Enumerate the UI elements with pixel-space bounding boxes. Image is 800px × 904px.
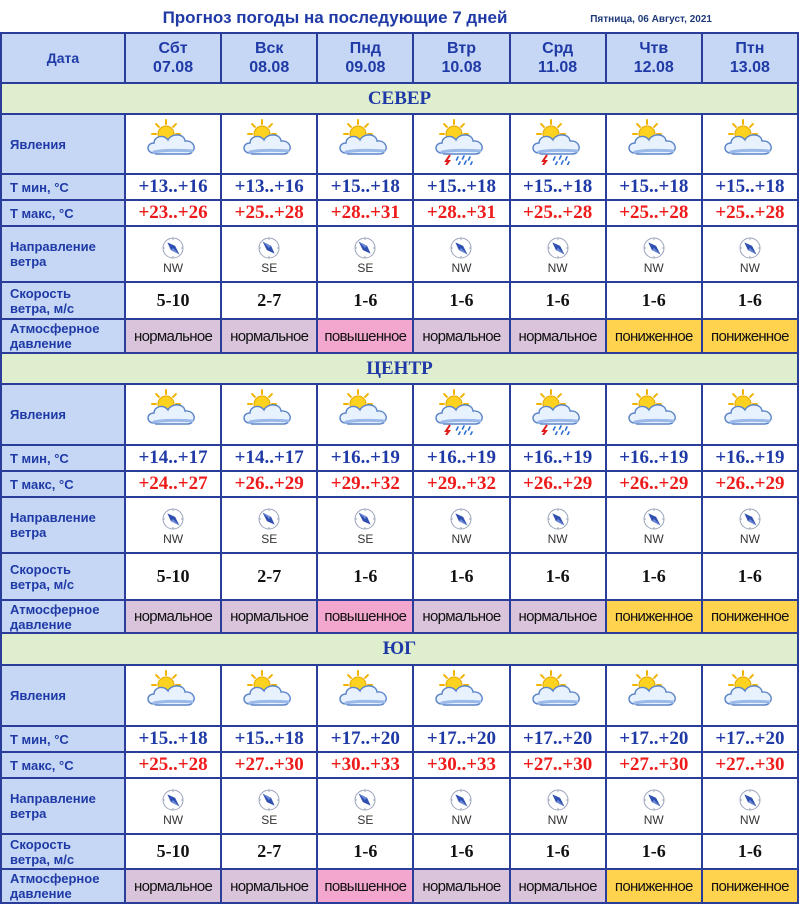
wind-speed-value: 1-6 — [317, 282, 413, 319]
tmin-row — [1, 174, 798, 200]
wind-speed-row — [1, 282, 798, 319]
weather-cell — [317, 665, 413, 726]
wind-direction-cell — [413, 226, 509, 282]
wind-speed-label-line-1: ветра, м/с — [10, 576, 75, 592]
weather-cell — [510, 665, 606, 726]
phenomena-label: Явления — [1, 665, 125, 726]
day-header — [317, 33, 413, 83]
wind-direction-value: NW — [451, 260, 472, 275]
wind-direction-label-line-0: Направление — [10, 791, 96, 806]
compass-arrow-icon — [703, 236, 797, 260]
pressure-value: нормальное — [125, 869, 221, 903]
pressure-value: пониженное — [606, 319, 702, 353]
day-header — [125, 33, 221, 83]
wind-speed-value: 1-6 — [606, 834, 702, 869]
compass-arrow-icon — [607, 788, 701, 812]
compass-arrow-icon — [414, 507, 508, 531]
partly-cloudy-icon — [238, 119, 300, 165]
tmin-value: +15..+18 — [221, 726, 317, 752]
wind-speed-value: 1-6 — [702, 553, 798, 600]
wind-direction-value: NW — [643, 531, 664, 546]
wind-direction-value: NW — [643, 260, 664, 275]
pressure-label-line-0: Атмосферное — [10, 871, 100, 886]
weather-cell — [510, 114, 606, 174]
weather-cell — [510, 384, 606, 445]
wind-speed-value: 2-7 — [221, 553, 317, 600]
partly-cloudy-icon — [238, 670, 300, 716]
phenomena-label: Явления — [1, 384, 125, 445]
wind-direction-cell — [510, 778, 606, 834]
tmin-label: Т мин, °С — [1, 445, 125, 471]
partly-cloudy-icon — [623, 389, 685, 435]
wind-speed-value: 1-6 — [606, 282, 702, 319]
wind-direction-cell — [317, 226, 413, 282]
phenomena-label: Явления — [1, 114, 125, 174]
partly-cloudy-icon — [719, 119, 781, 165]
partly-cloudy-icon — [142, 670, 204, 716]
thunderstorm-rain-icon — [430, 119, 492, 165]
pressure-row — [1, 869, 798, 903]
partly-cloudy-icon — [238, 389, 300, 435]
thunderstorm-rain-icon — [527, 119, 589, 165]
day-header — [510, 33, 606, 83]
wind-speed-value: 5-10 — [125, 282, 221, 319]
compass-arrow-icon — [703, 788, 797, 812]
compass-arrow-icon — [222, 236, 316, 260]
partly-cloudy-icon — [719, 389, 781, 435]
pressure-value: пониженное — [606, 600, 702, 633]
tmin-label: Т мин, °С — [1, 726, 125, 752]
wind-direction-label-line-1: ветра — [10, 525, 47, 540]
tmax-value: +26..+29 — [510, 471, 606, 497]
tmax-value: +27..+30 — [702, 752, 798, 778]
day-of-week: Вск — [254, 40, 284, 57]
day-of-week: Птн — [735, 40, 765, 57]
wind-speed-label — [1, 834, 125, 869]
tmax-value: +25..+28 — [125, 752, 221, 778]
pressure-label — [1, 319, 125, 353]
weather-cell — [413, 114, 509, 174]
wind-direction-value: SE — [261, 260, 278, 275]
day-of-week: Втр — [447, 40, 476, 57]
partly-cloudy-icon — [719, 670, 781, 716]
pressure-value: пониженное — [702, 600, 798, 633]
wind-speed-label-line-1: ветра, м/с — [10, 851, 75, 867]
compass-arrow-icon — [511, 788, 605, 812]
pressure-value: нормальное — [125, 600, 221, 633]
weather-cell — [221, 665, 317, 726]
tmin-value: +15..+18 — [606, 174, 702, 200]
weather-cell — [606, 665, 702, 726]
tmin-value: +15..+18 — [510, 174, 606, 200]
tmax-row — [1, 752, 798, 778]
pressure-label — [1, 600, 125, 633]
wind-speed-row — [1, 553, 798, 600]
wind-direction-value: NW — [451, 812, 472, 827]
pressure-value: пониженное — [702, 869, 798, 903]
wind-direction-cell — [413, 497, 509, 553]
weather-cell — [125, 665, 221, 726]
wind-direction-value: SE — [357, 260, 374, 275]
partly-cloudy-icon — [334, 389, 396, 435]
compass-arrow-icon — [126, 788, 220, 812]
compass-arrow-icon — [511, 236, 605, 260]
wind-direction-label-line-0: Направление — [10, 510, 96, 525]
tmax-value: +25..+28 — [606, 200, 702, 226]
wind-speed-value: 1-6 — [702, 834, 798, 869]
wind-direction-cell — [413, 778, 509, 834]
pressure-value: пониженное — [606, 869, 702, 903]
wind-direction-cell — [606, 778, 702, 834]
compass-arrow-icon — [414, 236, 508, 260]
tmax-value: +23..+26 — [125, 200, 221, 226]
compass-arrow-icon — [222, 788, 316, 812]
tmax-value: +26..+29 — [702, 471, 798, 497]
pressure-label-line-1: давление — [10, 616, 72, 632]
wind-direction-value: SE — [357, 531, 374, 546]
phenomena-row — [1, 384, 798, 445]
tmin-value: +16..+19 — [606, 445, 702, 471]
tmax-value: +30..+33 — [413, 752, 509, 778]
day-of-week: Пнд — [349, 40, 382, 57]
date-column-header: Дата — [1, 33, 125, 83]
page-title: Прогноз погоды на последующие 7 дней — [162, 8, 508, 27]
wind-direction-row — [1, 778, 798, 834]
wind-speed-value: 2-7 — [221, 834, 317, 869]
day-of-week: Сбт — [158, 40, 188, 57]
wind-speed-value: 1-6 — [317, 834, 413, 869]
wind-speed-value: 1-6 — [606, 553, 702, 600]
tmin-value: +15..+18 — [125, 726, 221, 752]
compass-arrow-icon — [414, 788, 508, 812]
page-header — [0, 0, 800, 34]
tmax-value: +25..+28 — [510, 200, 606, 226]
tmax-value: +25..+28 — [221, 200, 317, 226]
wind-direction-cell — [125, 497, 221, 553]
tmax-value: +24..+27 — [125, 471, 221, 497]
pressure-label-line-1: давление — [10, 336, 72, 351]
pressure-value: повышенное — [317, 319, 413, 353]
weather-cell — [702, 384, 798, 445]
partly-cloudy-icon — [527, 670, 589, 716]
wind-direction-cell — [125, 778, 221, 834]
tmin-value: +17..+20 — [317, 726, 413, 752]
compass-arrow-icon — [318, 788, 412, 812]
day-header — [606, 33, 702, 83]
day-header — [221, 33, 317, 83]
weather-cell — [702, 665, 798, 726]
tmax-label: Т макс, °С — [1, 200, 125, 226]
day-date: 08.08 — [249, 59, 290, 76]
wind-direction-value: SE — [261, 531, 278, 546]
wind-speed-value: 2-7 — [221, 282, 317, 319]
tmin-value: +13..+16 — [125, 174, 221, 200]
partly-cloudy-icon — [334, 119, 396, 165]
pressure-label-line-1: давление — [10, 886, 72, 901]
weather-cell — [606, 114, 702, 174]
weather-cell — [413, 665, 509, 726]
compass-arrow-icon — [607, 236, 701, 260]
wind-speed-value: 5-10 — [125, 553, 221, 600]
weather-cell — [317, 114, 413, 174]
wind-direction-label — [1, 226, 125, 282]
wind-speed-label-line-0: Скорость — [10, 561, 71, 577]
wind-speed-label — [1, 553, 125, 600]
tmax-label: Т макс, °С — [1, 752, 125, 778]
day-date: 07.08 — [153, 59, 194, 76]
tmin-value: +16..+19 — [510, 445, 606, 471]
compass-arrow-icon — [703, 507, 797, 531]
wind-speed-label-line-0: Скорость — [10, 285, 71, 301]
region-row — [1, 633, 798, 665]
tmax-value: +29..+32 — [317, 471, 413, 497]
pressure-value: нормальное — [221, 869, 317, 903]
partly-cloudy-icon — [142, 119, 204, 165]
day-header — [702, 33, 798, 83]
forecast-table — [0, 32, 799, 904]
pressure-value: повышенное — [317, 869, 413, 903]
wind-direction-cell — [317, 778, 413, 834]
day-date: 12.08 — [633, 59, 674, 76]
partly-cloudy-icon — [623, 670, 685, 716]
pressure-value: нормальное — [221, 600, 317, 633]
wind-direction-cell — [510, 497, 606, 553]
wind-direction-value: SE — [261, 812, 278, 827]
current-date: Пятница, 06 Август, 2021 — [590, 14, 712, 25]
pressure-value: нормальное — [125, 319, 221, 353]
tmax-value: +27..+30 — [606, 752, 702, 778]
compass-arrow-icon — [126, 507, 220, 531]
wind-speed-label-line-0: Скорость — [10, 836, 71, 852]
tmin-value: +16..+19 — [317, 445, 413, 471]
wind-speed-value: 1-6 — [510, 282, 606, 319]
thunderstorm-rain-icon — [527, 389, 589, 435]
region-title: ЦЕНТР — [1, 353, 798, 384]
wind-direction-cell — [317, 497, 413, 553]
tmin-value: +14..+17 — [125, 445, 221, 471]
wind-direction-cell — [221, 226, 317, 282]
wind-direction-cell — [702, 778, 798, 834]
wind-direction-label — [1, 778, 125, 834]
wind-speed-label-line-1: ветра, м/с — [10, 300, 75, 316]
pressure-label-line-0: Атмосферное — [10, 601, 100, 617]
compass-arrow-icon — [318, 507, 412, 531]
pressure-value: нормальное — [413, 869, 509, 903]
compass-arrow-icon — [318, 236, 412, 260]
wind-speed-value: 1-6 — [510, 553, 606, 600]
tmin-value: +17..+20 — [702, 726, 798, 752]
tmax-value: +27..+30 — [510, 752, 606, 778]
tmin-value: +16..+19 — [702, 445, 798, 471]
tmax-value: +30..+33 — [317, 752, 413, 778]
partly-cloudy-icon — [623, 119, 685, 165]
wind-speed-value: 1-6 — [510, 834, 606, 869]
wind-direction-value: NW — [451, 531, 472, 546]
partly-cloudy-icon — [334, 670, 396, 716]
wind-direction-cell — [702, 226, 798, 282]
wind-direction-value: NW — [547, 260, 568, 275]
wind-speed-label — [1, 282, 125, 319]
weather-cell — [221, 114, 317, 174]
region-title: ЮГ — [1, 633, 798, 665]
day-date: 13.08 — [729, 59, 770, 76]
pressure-value: пониженное — [702, 319, 798, 353]
wind-direction-value: SE — [357, 812, 374, 827]
pressure-label — [1, 869, 125, 903]
pressure-value: нормальное — [510, 869, 606, 903]
weather-cell — [125, 384, 221, 445]
phenomena-row — [1, 665, 798, 726]
tmin-value: +17..+20 — [413, 726, 509, 752]
wind-direction-value: NW — [547, 531, 568, 546]
wind-speed-value: 1-6 — [413, 282, 509, 319]
tmin-value: +13..+16 — [221, 174, 317, 200]
region-row — [1, 353, 798, 384]
tmax-value: +29..+32 — [413, 471, 509, 497]
pressure-value: нормальное — [413, 319, 509, 353]
pressure-row — [1, 319, 798, 353]
wind-speed-value: 1-6 — [413, 834, 509, 869]
wind-direction-label-line-1: ветра — [10, 254, 47, 269]
tmin-value: +17..+20 — [606, 726, 702, 752]
wind-direction-value: NW — [643, 812, 664, 827]
compass-arrow-icon — [511, 507, 605, 531]
day-of-week: Чтв — [639, 40, 669, 57]
wind-speed-value: 1-6 — [702, 282, 798, 319]
wind-direction-label-line-1: ветра — [10, 806, 47, 821]
pressure-value: нормальное — [510, 319, 606, 353]
weather-cell — [125, 114, 221, 174]
tmin-row — [1, 445, 798, 471]
wind-speed-value: 5-10 — [125, 834, 221, 869]
tmax-value: +28..+31 — [317, 200, 413, 226]
wind-direction-value: NW — [739, 812, 760, 827]
region-row — [1, 83, 798, 114]
tmin-value: +15..+18 — [702, 174, 798, 200]
wind-direction-row — [1, 497, 798, 553]
weather-cell — [221, 384, 317, 445]
wind-direction-value: NW — [163, 260, 184, 275]
weather-cell — [606, 384, 702, 445]
day-of-week: Срд — [542, 40, 574, 57]
tmin-row — [1, 726, 798, 752]
pressure-value: нормальное — [413, 600, 509, 633]
pressure-value: повышенное — [317, 600, 413, 633]
tmax-row — [1, 200, 798, 226]
tmin-label: Т мин, °С — [1, 174, 125, 200]
weather-cell — [413, 384, 509, 445]
wind-direction-cell — [702, 497, 798, 553]
wind-direction-row — [1, 226, 798, 282]
weather-cell — [317, 384, 413, 445]
wind-direction-label-line-0: Направление — [10, 239, 96, 254]
tmin-value: +15..+18 — [317, 174, 413, 200]
tmax-value: +26..+29 — [606, 471, 702, 497]
pressure-label-line-0: Атмосферное — [10, 321, 100, 336]
wind-direction-cell — [221, 778, 317, 834]
wind-speed-value: 1-6 — [317, 553, 413, 600]
wind-direction-value: NW — [547, 812, 568, 827]
day-header — [413, 33, 509, 83]
tmin-value: +15..+18 — [413, 174, 509, 200]
wind-direction-cell — [606, 497, 702, 553]
compass-arrow-icon — [222, 507, 316, 531]
tmax-value: +28..+31 — [413, 200, 509, 226]
tmax-value: +26..+29 — [221, 471, 317, 497]
wind-direction-value: NW — [739, 531, 760, 546]
tmax-label: Т макс, °С — [1, 471, 125, 497]
day-date: 11.08 — [538, 59, 578, 76]
wind-speed-value: 1-6 — [413, 553, 509, 600]
tmax-row — [1, 471, 798, 497]
tmin-value: +16..+19 — [413, 445, 509, 471]
wind-direction-cell — [606, 226, 702, 282]
region-title: СЕВЕР — [1, 83, 798, 114]
wind-direction-label — [1, 497, 125, 553]
weather-cell — [702, 114, 798, 174]
pressure-value: нормальное — [510, 600, 606, 633]
wind-speed-row — [1, 834, 798, 869]
header-row — [1, 33, 798, 83]
tmin-value: +17..+20 — [510, 726, 606, 752]
wind-direction-cell — [221, 497, 317, 553]
partly-cloudy-icon — [430, 670, 492, 716]
partly-cloudy-icon — [142, 389, 204, 435]
wind-direction-value: NW — [739, 260, 760, 275]
day-date: 10.08 — [441, 59, 482, 76]
compass-arrow-icon — [607, 507, 701, 531]
wind-direction-cell — [125, 226, 221, 282]
pressure-row — [1, 600, 798, 633]
tmax-value: +25..+28 — [702, 200, 798, 226]
wind-direction-value: NW — [163, 531, 184, 546]
wind-direction-cell — [510, 226, 606, 282]
day-date: 09.08 — [345, 59, 386, 76]
phenomena-row — [1, 114, 798, 174]
tmax-value: +27..+30 — [221, 752, 317, 778]
thunderstorm-rain-icon — [430, 389, 492, 435]
tmin-value: +14..+17 — [221, 445, 317, 471]
wind-direction-value: NW — [163, 812, 184, 827]
pressure-value: нормальное — [221, 319, 317, 353]
compass-arrow-icon — [126, 236, 220, 260]
